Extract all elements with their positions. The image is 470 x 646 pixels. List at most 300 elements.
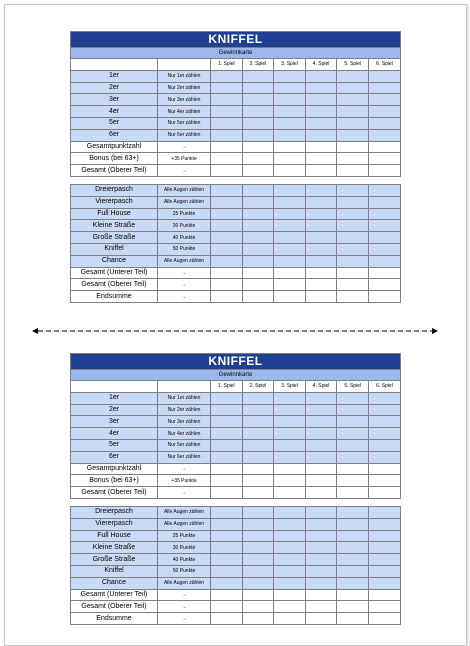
score-cell[interactable] [337, 232, 369, 244]
scorecard-bottom [70, 353, 400, 625]
score-cell[interactable] [305, 129, 337, 141]
score-cell[interactable] [242, 542, 274, 554]
row-description: → [158, 589, 211, 601]
score-cell[interactable] [305, 153, 337, 165]
score-cell[interactable] [368, 601, 400, 613]
score-cell[interactable] [211, 255, 243, 267]
score-cell[interactable] [274, 129, 306, 141]
score-cell[interactable] [337, 165, 369, 177]
score-row [71, 82, 401, 94]
score-cell[interactable] [337, 220, 369, 232]
score-cell[interactable] [305, 117, 337, 129]
score-cell[interactable] [211, 542, 243, 554]
row-description: → [158, 601, 211, 613]
score-cell[interactable] [242, 267, 274, 279]
score-cell[interactable] [274, 404, 306, 416]
score-cell[interactable] [242, 129, 274, 141]
score-cell[interactable] [242, 601, 274, 613]
score-cell[interactable] [211, 589, 243, 601]
score-cell[interactable] [368, 475, 400, 487]
score-cell[interactable] [368, 94, 400, 106]
score-cell[interactable] [274, 554, 306, 566]
score-cell[interactable] [368, 117, 400, 129]
score-cell[interactable] [274, 196, 306, 208]
score-cell[interactable] [368, 554, 400, 566]
score-cell[interactable] [242, 577, 274, 589]
score-cell[interactable] [274, 542, 306, 554]
score-cell[interactable] [368, 279, 400, 291]
score-cell[interactable] [305, 141, 337, 153]
score-cell[interactable] [368, 392, 400, 404]
score-row [71, 70, 401, 82]
score-cell[interactable] [211, 153, 243, 165]
score-cell[interactable] [368, 267, 400, 279]
row-description: → [158, 279, 211, 291]
score-cell[interactable] [368, 542, 400, 554]
score-cell[interactable] [368, 613, 400, 625]
row-label: 3er [71, 94, 158, 106]
score-cell[interactable] [305, 530, 337, 542]
score-cell[interactable] [368, 208, 400, 220]
score-cell[interactable] [211, 117, 243, 129]
score-cell[interactable] [368, 463, 400, 475]
score-cell[interactable] [305, 94, 337, 106]
score-cell[interactable] [242, 463, 274, 475]
score-cell[interactable] [368, 153, 400, 165]
scorecard-subtitle: Gewinnkarte [71, 370, 401, 381]
score-cell[interactable] [274, 291, 306, 303]
score-cell[interactable] [368, 82, 400, 94]
score-cell[interactable] [242, 392, 274, 404]
score-cell[interactable] [242, 255, 274, 267]
score-cell[interactable] [274, 94, 306, 106]
score-cell[interactable] [274, 416, 306, 428]
score-cell[interactable] [337, 530, 369, 542]
score-cell[interactable] [274, 184, 306, 196]
score-cell[interactable] [211, 82, 243, 94]
score-cell[interactable] [274, 165, 306, 177]
score-row [71, 565, 401, 577]
row-description: → [158, 463, 211, 475]
score-row [71, 613, 401, 625]
score-cell[interactable] [274, 392, 306, 404]
score-cell[interactable] [337, 475, 369, 487]
score-cell[interactable] [242, 404, 274, 416]
score-cell[interactable] [274, 428, 306, 440]
score-cell[interactable] [211, 428, 243, 440]
score-row [71, 428, 401, 440]
score-cell[interactable] [368, 565, 400, 577]
score-cell[interactable] [242, 141, 274, 153]
scorecard-subtitle: Gewinnkarte [71, 48, 401, 59]
score-cell[interactable] [368, 439, 400, 451]
game-header: 3. Spiel [274, 59, 306, 71]
score-cell[interactable] [337, 279, 369, 291]
row-description: Nur 1er zählen [158, 70, 211, 82]
score-cell[interactable] [337, 577, 369, 589]
score-cell[interactable] [368, 220, 400, 232]
score-cell[interactable] [337, 117, 369, 129]
score-cell[interactable] [242, 117, 274, 129]
score-cell[interactable] [305, 208, 337, 220]
score-row [71, 279, 401, 291]
score-cell[interactable] [274, 463, 306, 475]
score-cell[interactable] [274, 141, 306, 153]
score-cell[interactable] [211, 601, 243, 613]
score-cell[interactable] [242, 506, 274, 518]
score-cell[interactable] [274, 232, 306, 244]
score-cell[interactable] [274, 106, 306, 118]
score-cell[interactable] [368, 141, 400, 153]
score-cell[interactable] [368, 518, 400, 530]
score-cell[interactable] [274, 565, 306, 577]
score-cell[interactable] [305, 506, 337, 518]
score-cell[interactable] [211, 577, 243, 589]
row-description: +35 Punkte [158, 475, 211, 487]
score-cell[interactable] [337, 542, 369, 554]
header-blank [158, 381, 211, 393]
score-cell[interactable] [274, 518, 306, 530]
score-cell[interactable] [337, 589, 369, 601]
score-cell[interactable] [305, 255, 337, 267]
score-cell[interactable] [211, 208, 243, 220]
score-cell[interactable] [305, 416, 337, 428]
score-cell[interactable] [242, 106, 274, 118]
score-cell[interactable] [274, 70, 306, 82]
score-cell[interactable] [211, 267, 243, 279]
score-cell[interactable] [242, 153, 274, 165]
score-cell[interactable] [242, 589, 274, 601]
score-cell[interactable] [305, 542, 337, 554]
score-cell[interactable] [337, 392, 369, 404]
score-cell[interactable] [274, 530, 306, 542]
score-cell[interactable] [274, 475, 306, 487]
score-cell[interactable] [305, 487, 337, 499]
score-row [71, 106, 401, 118]
row-label: Gesamt (Oberer Teil) [71, 165, 158, 177]
score-cell[interactable] [242, 475, 274, 487]
score-cell[interactable] [242, 565, 274, 577]
score-cell[interactable] [242, 220, 274, 232]
score-cell[interactable] [337, 153, 369, 165]
score-cell[interactable] [211, 565, 243, 577]
score-cell[interactable] [211, 613, 243, 625]
score-cell[interactable] [274, 601, 306, 613]
score-cell[interactable] [242, 451, 274, 463]
row-label: Gesamt (Oberer Teil) [71, 487, 158, 499]
score-cell[interactable] [274, 82, 306, 94]
row-description: Nur 6er zählen [158, 129, 211, 141]
row-label: Viererpasch [71, 518, 158, 530]
score-cell[interactable] [242, 184, 274, 196]
score-cell[interactable] [305, 589, 337, 601]
score-cell[interactable] [337, 416, 369, 428]
score-cell[interactable] [274, 279, 306, 291]
score-cell[interactable] [305, 404, 337, 416]
score-cell[interactable] [211, 518, 243, 530]
score-cell[interactable] [211, 106, 243, 118]
score-cell[interactable] [211, 416, 243, 428]
score-cell[interactable] [242, 232, 274, 244]
score-cell[interactable] [242, 70, 274, 82]
row-description: Alle Augen zählen [158, 184, 211, 196]
score-cell[interactable] [305, 232, 337, 244]
score-cell[interactable] [305, 196, 337, 208]
score-cell[interactable] [337, 439, 369, 451]
score-cell[interactable] [211, 279, 243, 291]
score-cell[interactable] [211, 196, 243, 208]
row-description: → [158, 487, 211, 499]
score-cell[interactable] [305, 70, 337, 82]
score-cell[interactable] [274, 153, 306, 165]
score-cell[interactable] [211, 392, 243, 404]
score-cell[interactable] [242, 165, 274, 177]
score-cell[interactable] [274, 439, 306, 451]
score-cell[interactable] [211, 220, 243, 232]
score-cell[interactable] [368, 428, 400, 440]
score-cell[interactable] [337, 451, 369, 463]
score-cell[interactable] [368, 70, 400, 82]
row-description: Alle Augen zählen [158, 255, 211, 267]
score-cell[interactable] [305, 475, 337, 487]
row-label: 2er [71, 404, 158, 416]
score-cell[interactable] [305, 106, 337, 118]
row-description: 25 Punkte [158, 208, 211, 220]
score-cell[interactable] [368, 165, 400, 177]
game-header: 5. Spiel [337, 59, 369, 71]
score-cell[interactable] [305, 439, 337, 451]
score-cell[interactable] [211, 487, 243, 499]
score-cell[interactable] [337, 613, 369, 625]
score-cell[interactable] [211, 451, 243, 463]
score-cell[interactable] [274, 117, 306, 129]
score-cell[interactable] [368, 589, 400, 601]
score-cell[interactable] [242, 196, 274, 208]
score-row [71, 196, 401, 208]
score-cell[interactable] [368, 506, 400, 518]
score-cell[interactable] [368, 232, 400, 244]
row-description: → [158, 141, 211, 153]
score-cell[interactable] [337, 487, 369, 499]
score-cell[interactable] [242, 613, 274, 625]
score-cell[interactable] [337, 94, 369, 106]
row-description: Alle Augen zählen [158, 196, 211, 208]
row-label: Endsumme [71, 613, 158, 625]
score-cell[interactable] [337, 196, 369, 208]
score-cell[interactable] [274, 506, 306, 518]
score-cell[interactable] [242, 243, 274, 255]
score-cell[interactable] [305, 463, 337, 475]
score-cell[interactable] [305, 267, 337, 279]
score-cell[interactable] [211, 463, 243, 475]
score-cell[interactable] [305, 243, 337, 255]
score-cell[interactable] [274, 487, 306, 499]
score-cell[interactable] [242, 554, 274, 566]
score-cell[interactable] [337, 404, 369, 416]
score-cell[interactable] [305, 601, 337, 613]
score-cell[interactable] [211, 475, 243, 487]
score-row [71, 530, 401, 542]
score-row [71, 129, 401, 141]
score-cell[interactable] [368, 129, 400, 141]
score-cell[interactable] [242, 208, 274, 220]
scorecard-table [70, 353, 401, 625]
score-cell[interactable] [211, 232, 243, 244]
score-cell[interactable] [242, 416, 274, 428]
score-cell[interactable] [337, 184, 369, 196]
score-cell[interactable] [242, 439, 274, 451]
row-description: Nur 6er zählen [158, 451, 211, 463]
row-label: Kniffel [71, 565, 158, 577]
score-cell[interactable] [368, 291, 400, 303]
row-label: Kleine Straße [71, 220, 158, 232]
score-cell[interactable] [337, 70, 369, 82]
score-cell[interactable] [274, 255, 306, 267]
score-cell[interactable] [211, 184, 243, 196]
score-cell[interactable] [337, 267, 369, 279]
header-blank [158, 59, 211, 71]
score-cell[interactable] [368, 530, 400, 542]
score-cell[interactable] [337, 428, 369, 440]
score-cell[interactable] [242, 94, 274, 106]
score-cell[interactable] [337, 129, 369, 141]
game-header: 2. Spiel [242, 381, 274, 393]
score-cell[interactable] [337, 506, 369, 518]
score-cell[interactable] [337, 565, 369, 577]
score-cell[interactable] [211, 439, 243, 451]
score-cell[interactable] [211, 506, 243, 518]
row-description: Nur 3er zählen [158, 94, 211, 106]
row-description: 25 Punkte [158, 530, 211, 542]
score-cell[interactable] [305, 565, 337, 577]
score-cell[interactable] [368, 451, 400, 463]
row-label: Gesamt (Oberer Teil) [71, 279, 158, 291]
score-row [71, 487, 401, 499]
score-cell[interactable] [211, 243, 243, 255]
score-row [71, 518, 401, 530]
score-cell[interactable] [305, 220, 337, 232]
score-cell[interactable] [305, 279, 337, 291]
game-header: 6. Spiel [368, 381, 400, 393]
score-cell[interactable] [337, 291, 369, 303]
score-cell[interactable] [305, 165, 337, 177]
score-cell[interactable] [305, 82, 337, 94]
game-header: 2. Spiel [242, 59, 274, 71]
score-cell[interactable] [337, 554, 369, 566]
score-cell[interactable] [337, 463, 369, 475]
score-cell[interactable] [368, 196, 400, 208]
scorecard-table [70, 31, 401, 303]
score-cell[interactable] [242, 487, 274, 499]
score-cell[interactable] [274, 208, 306, 220]
score-cell[interactable] [337, 255, 369, 267]
score-cell[interactable] [305, 428, 337, 440]
score-cell[interactable] [337, 208, 369, 220]
cut-line-arrow [32, 328, 438, 334]
score-cell[interactable] [211, 554, 243, 566]
score-cell[interactable] [242, 428, 274, 440]
score-cell[interactable] [368, 184, 400, 196]
score-cell[interactable] [368, 255, 400, 267]
score-cell[interactable] [242, 291, 274, 303]
score-cell[interactable] [305, 613, 337, 625]
score-cell[interactable] [337, 243, 369, 255]
score-cell[interactable] [337, 141, 369, 153]
score-row [71, 267, 401, 279]
score-cell[interactable] [305, 554, 337, 566]
row-label: Dreierpasch [71, 506, 158, 518]
score-cell[interactable] [305, 291, 337, 303]
row-description: Nur 1er zählen [158, 392, 211, 404]
score-cell[interactable] [368, 487, 400, 499]
score-row [71, 117, 401, 129]
score-cell[interactable] [337, 82, 369, 94]
score-cell[interactable] [305, 392, 337, 404]
row-description: Nur 2er zählen [158, 404, 211, 416]
score-cell[interactable] [242, 279, 274, 291]
row-description: Alle Augen zählen [158, 506, 211, 518]
row-label: Chance [71, 577, 158, 589]
score-cell[interactable] [368, 404, 400, 416]
score-cell[interactable] [274, 220, 306, 232]
score-row [71, 94, 401, 106]
score-row [71, 153, 401, 165]
score-cell[interactable] [211, 70, 243, 82]
row-description: Nur 4er zählen [158, 428, 211, 440]
score-cell[interactable] [274, 451, 306, 463]
score-cell[interactable] [337, 106, 369, 118]
score-cell[interactable] [211, 141, 243, 153]
score-cell[interactable] [274, 267, 306, 279]
score-cell[interactable] [242, 518, 274, 530]
score-row [71, 542, 401, 554]
score-cell[interactable] [305, 577, 337, 589]
score-cell[interactable] [305, 451, 337, 463]
game-header: 4. Spiel [305, 59, 337, 71]
score-cell[interactable] [305, 518, 337, 530]
score-cell[interactable] [211, 129, 243, 141]
row-label: 4er [71, 428, 158, 440]
score-cell[interactable] [211, 530, 243, 542]
score-cell[interactable] [305, 184, 337, 196]
row-label: Endsumme [71, 291, 158, 303]
score-cell[interactable] [368, 416, 400, 428]
row-description: → [158, 165, 211, 177]
score-cell[interactable] [368, 106, 400, 118]
score-cell[interactable] [211, 404, 243, 416]
score-cell[interactable] [368, 243, 400, 255]
row-label: Große Straße [71, 554, 158, 566]
score-cell[interactable] [337, 518, 369, 530]
score-cell[interactable] [211, 165, 243, 177]
score-cell[interactable] [211, 94, 243, 106]
score-cell[interactable] [274, 589, 306, 601]
scorecard-title: KNIFFEL [71, 354, 401, 370]
score-cell[interactable] [211, 291, 243, 303]
scorecard-top [70, 31, 400, 303]
row-label: 3er [71, 416, 158, 428]
score-cell[interactable] [242, 82, 274, 94]
score-cell[interactable] [274, 243, 306, 255]
score-cell[interactable] [274, 613, 306, 625]
score-row [71, 184, 401, 196]
row-label: Bonus (bei 63+) [71, 475, 158, 487]
score-row [71, 232, 401, 244]
score-cell[interactable] [368, 577, 400, 589]
score-cell[interactable] [337, 601, 369, 613]
score-cell[interactable] [242, 530, 274, 542]
score-cell[interactable] [274, 577, 306, 589]
